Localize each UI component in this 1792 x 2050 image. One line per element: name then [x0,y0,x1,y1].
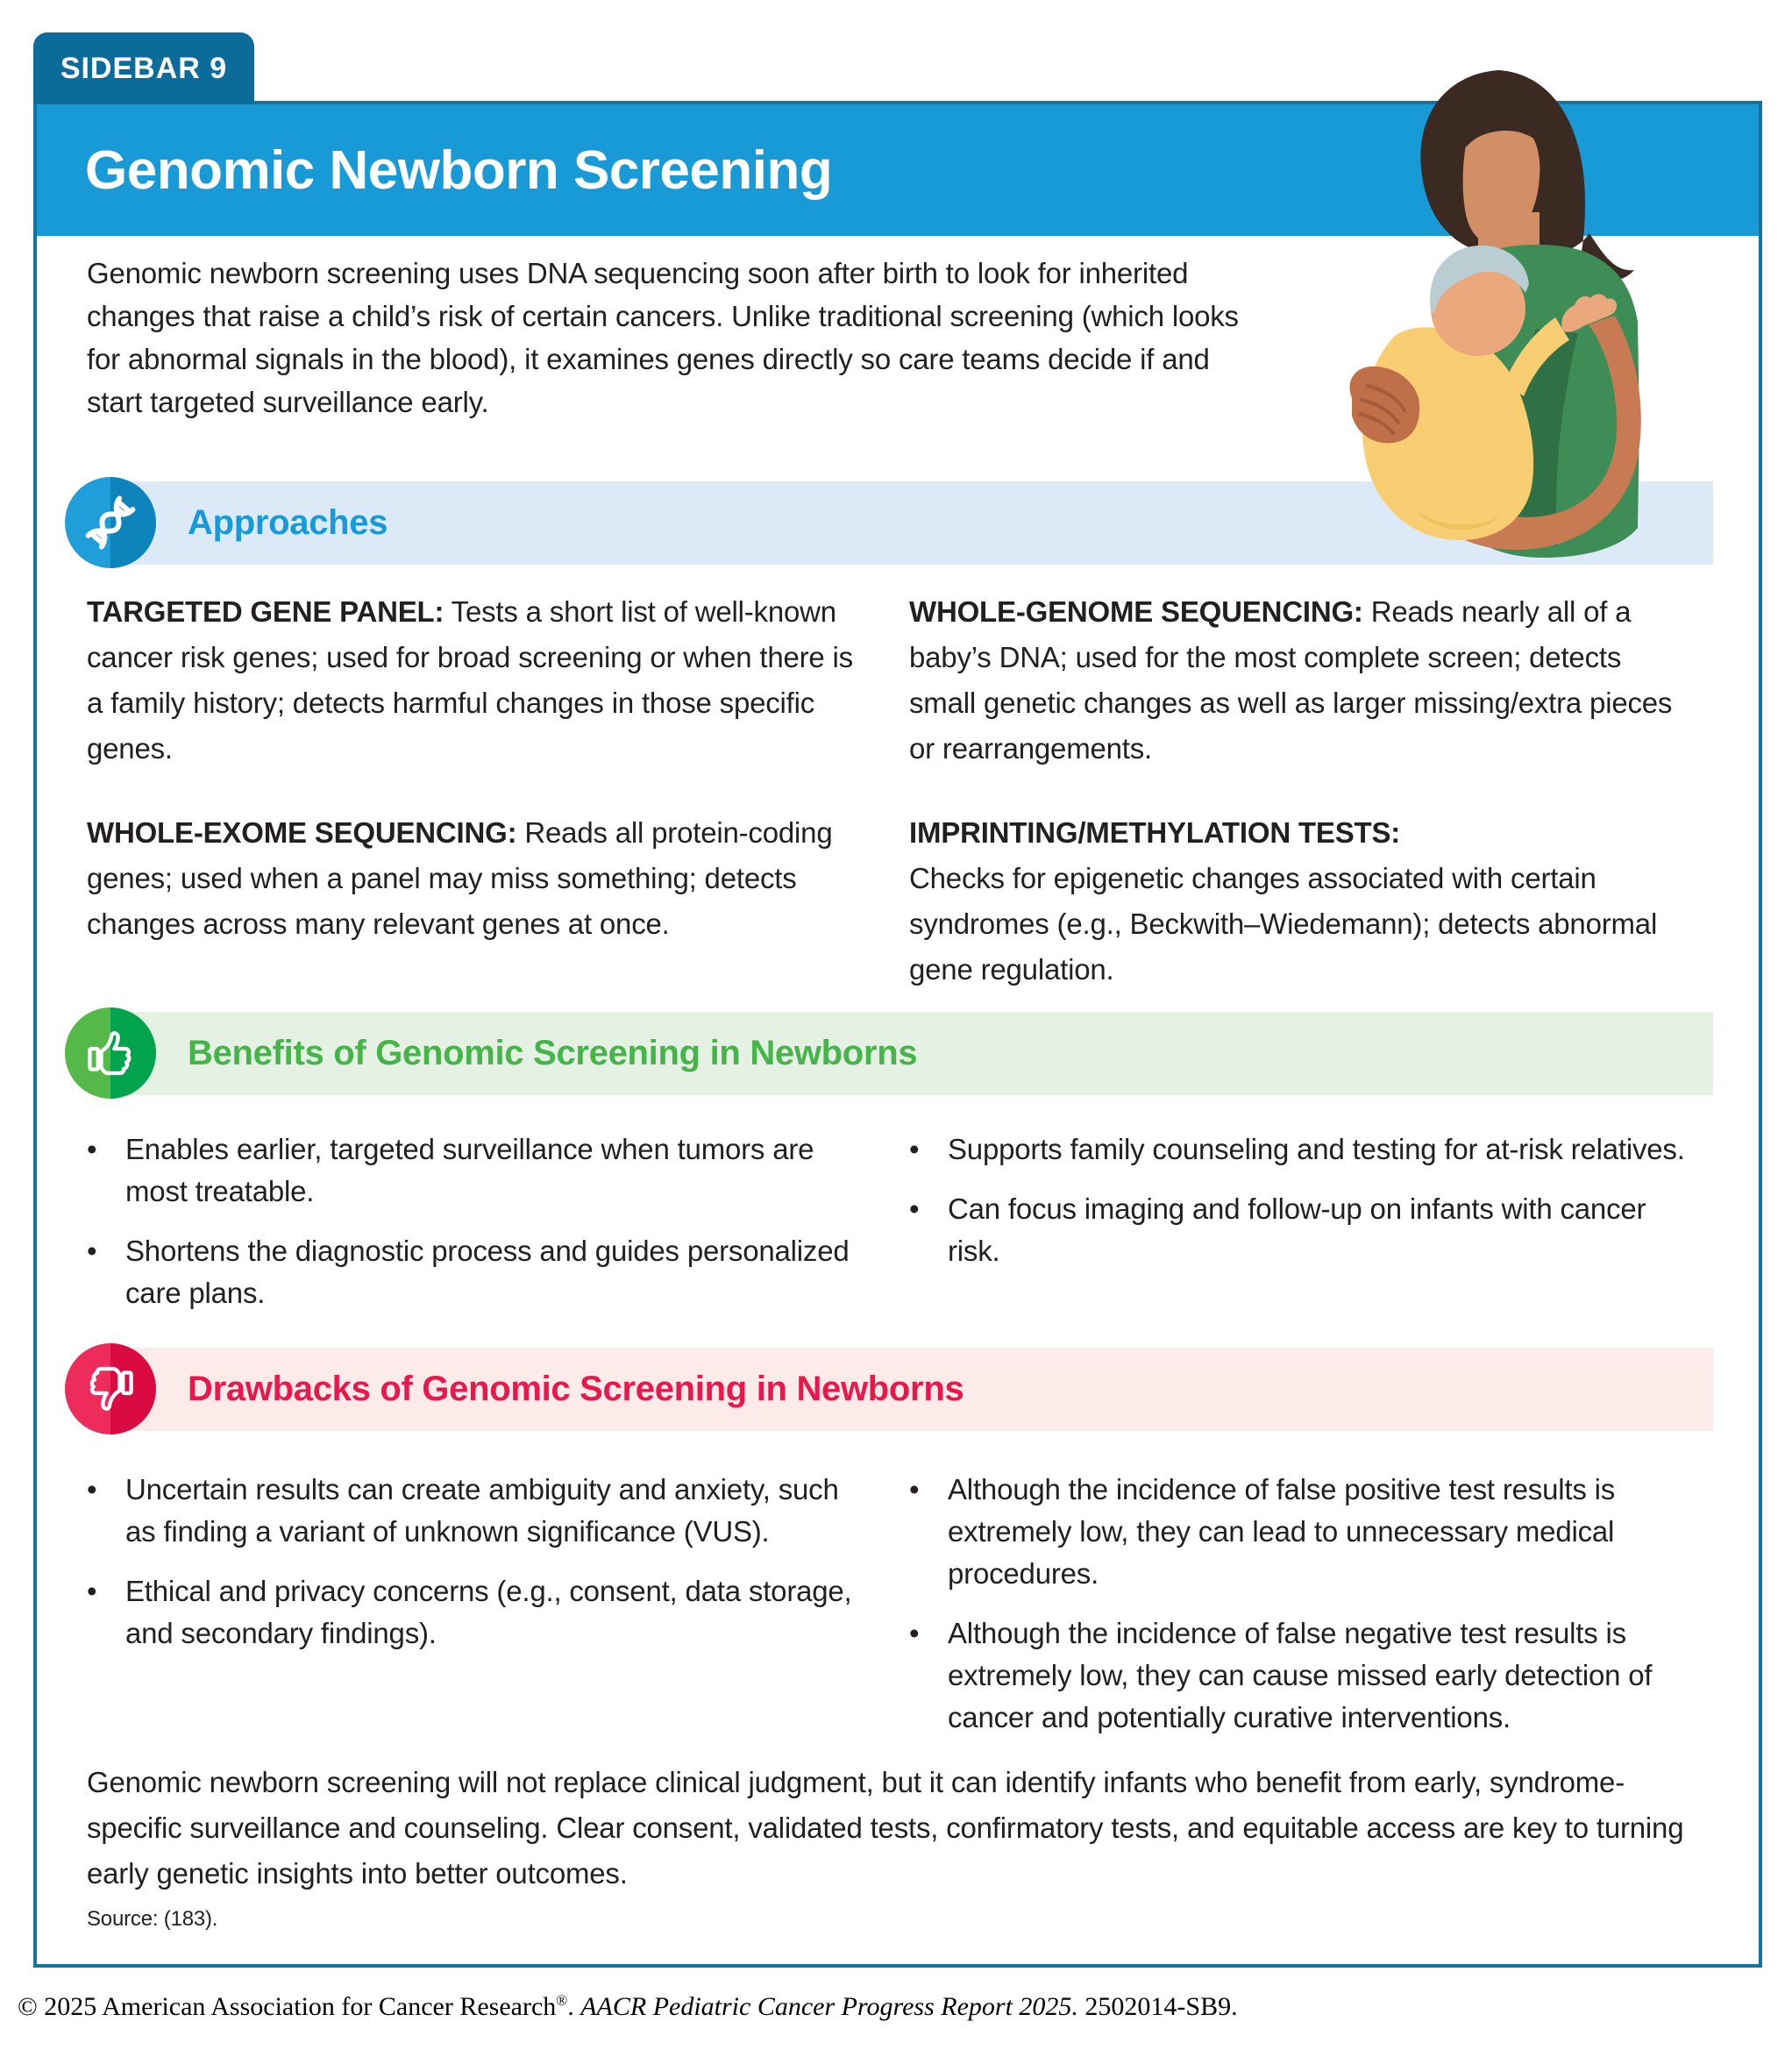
document-code: 2502014-SB9. [1084,1992,1238,2021]
approach-item: TARGETED GENE PANEL: Tests a short list of well-known cancer risk genes; used for broad screening or when there is a family history; detects harmful changes in those specific genes. [87,595,853,765]
bullet-icon: • [87,1133,97,1165]
drawbacks-column-left [87,1469,871,1672]
sidebar-tab [33,32,254,104]
bullet-icon: • [909,1473,920,1505]
drawbacks-column-right [909,1469,1694,1756]
bullet-icon: • [87,1473,97,1505]
approach-item: WHOLE-GENOME SEQUENCING: Reads nearly all of a baby’s DNA; used for the most complete screen; detects small genetic changes as well as larger missing/extra pieces or rearrangements. [909,595,1673,765]
benefit-bullet: • Supports family counseling and testing for at-risk relatives. [909,1128,1694,1171]
source-note: Source: (183). [87,1907,218,1931]
closing-paragraph: Genomic newborn screening will not replace clinical judgment, but it can identify infants who benefit from early, syndrome-specific surveillance and counseling. Clear consent, validated tests, confirmatory tests, and equitable access are key to turning early genetic insights into better outcomes. [87,1766,1684,1890]
approaches-column-right [909,589,1694,993]
footer-credit: © 2025 American Association for Cancer Research®. AACR Pediatric Cancer Progress Report 2025. 2502014-SB9. [18,1992,1238,2021]
sidebar-tab-label: SIDEBAR 9 [60,51,228,85]
benefits-column-left [87,1128,871,1332]
drawbacks-heading: Drawbacks of Genomic Screening in Newborns [188,1370,964,1408]
drawback-bullet: • Although the incidence of false negative test results is extremely low, they can cause missed early detection of cancer and potentially curative interventions. [909,1612,1694,1739]
bullet-icon: • [87,1235,97,1267]
bullet-icon: • [909,1192,920,1225]
benefit-bullet: • Shortens the diagnostic process and guides personalized care plans. [87,1230,871,1314]
report-title: AACR Pediatric Cancer Progress Report 2025. [580,1992,1078,2021]
benefits-heading: Benefits of Genomic Screening in Newborns [188,1034,918,1072]
drawbacks-band [102,1348,1713,1431]
benefit-bullet: • Can focus imaging and follow-up on infants with cancer risk. [909,1188,1694,1272]
approach-item: IMPRINTING/METHYLATION TESTS: Checks for epigenetic changes associated with certain syndromes (e.g., Beckwith–Wiedemann); detects abnormal gene regulation. [909,816,1658,986]
drawbacks-circle [65,1343,156,1434]
benefits-band [102,1012,1713,1095]
approaches-column-left [87,589,871,947]
drawback-bullet: • Although the incidence of false positive test results is extremely low, they can lead to unnecessary medical procedures. [909,1469,1694,1595]
bullet-icon: • [909,1617,920,1649]
approaches-heading: Approaches [188,503,388,542]
bullet-icon: • [909,1133,920,1165]
drawback-bullet: • Uncertain results can create ambiguity and anxiety, such as finding a variant of unknown significance (VUS). [87,1469,871,1553]
intro-paragraph: Genomic newborn screening uses DNA sequencing soon after birth to look for inherited changes that raise a child’s risk of certain cancers. Unlike traditional screening (which looks for abnormal signals in the blood), it examines genes directly so care teams decide if and start targeted surveillance early. [87,257,1239,418]
dna-helix-icon [82,494,139,552]
page-title: Genomic Newborn Screening [85,139,833,201]
approach-item: WHOLE-EXOME SEQUENCING: Reads all protein-coding genes; used when a panel may miss something; detects changes across many relevant genes at once. [87,816,833,940]
thumbs-down-icon [83,1362,138,1416]
thumbs-up-icon [83,1026,138,1080]
benefits-circle [65,1007,156,1099]
bullet-icon: • [87,1575,97,1607]
drawback-bullet: • Ethical and privacy concerns (e.g., consent, data storage, and secondary findings). [87,1570,871,1655]
registered-mark: ® [556,1992,568,2009]
benefits-column-right [909,1128,1694,1290]
approaches-circle [65,477,156,568]
benefit-bullet: • Enables earlier, targeted surveillance when tumors are most treatable. [87,1128,871,1213]
mother-holding-newborn-illustration [1306,54,1762,563]
